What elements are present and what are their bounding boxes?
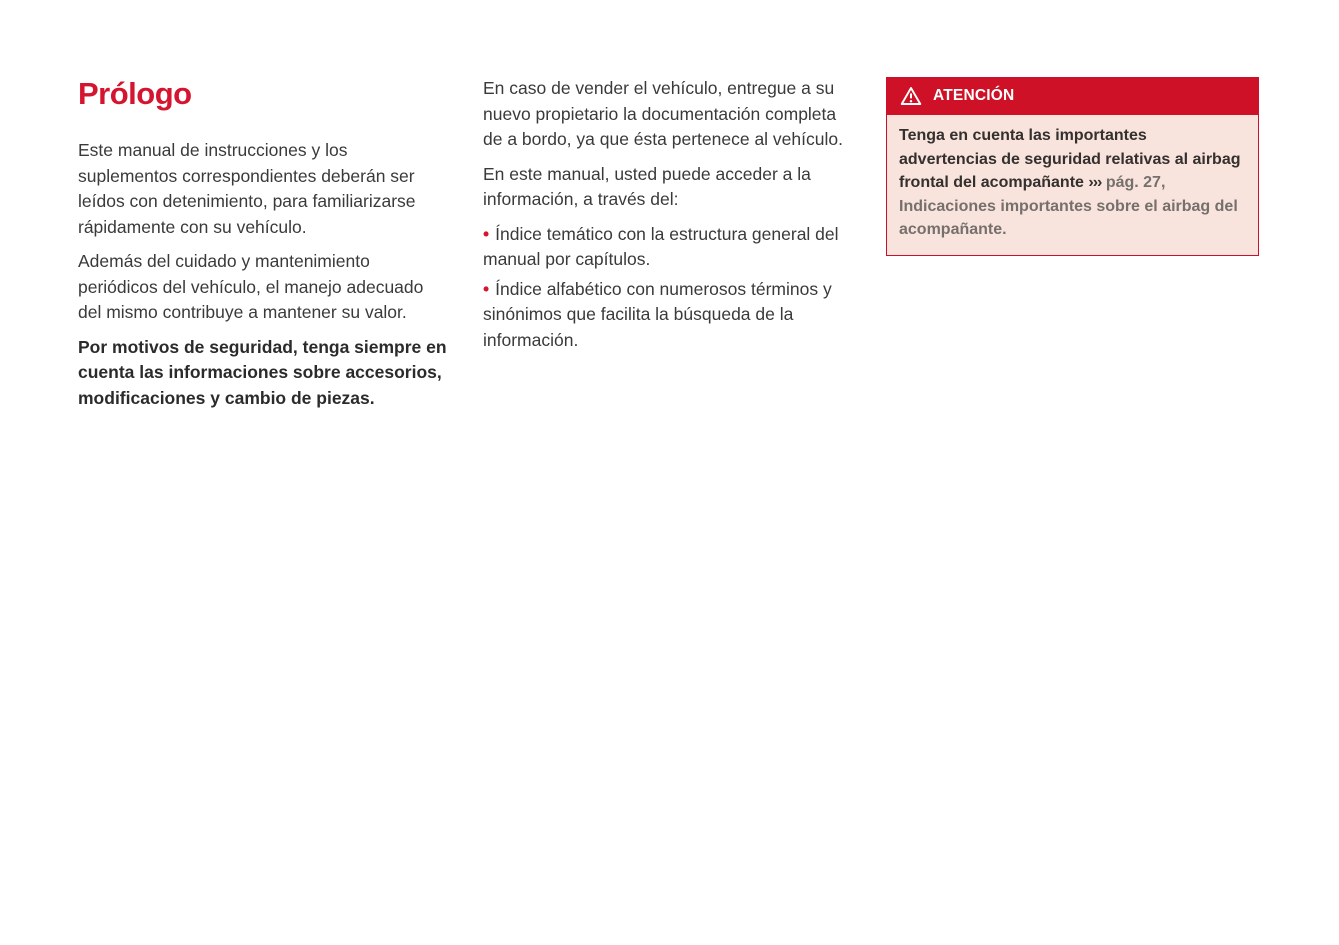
middle-column — [483, 76, 855, 357]
middle-paragraph-2: En este manual, usted puede acceder a la información, a través del: — [483, 163, 811, 209]
list-item — [483, 277, 855, 354]
bullet-text-tematic-index: Índice temático con la estructura general del manual por capítulos. — [483, 223, 839, 269]
bullet-icon: • — [483, 278, 490, 299]
warning-header-label: ATENCIÓN — [933, 87, 1015, 104]
cross-reference-text: pág. 27, Indicaciones importantes sobre el airbag del acompañante. — [899, 174, 1238, 238]
list-item — [483, 222, 855, 273]
page-title: Prólogo — [78, 76, 192, 111]
warning-triangle-icon — [900, 86, 922, 106]
left-column — [78, 76, 450, 420]
warning-box-body — [887, 115, 1258, 255]
left-paragraph-2: Además del cuidado y mantenimiento periódicos del vehículo, el manejo adecuado del mismo contribuye a mantener su valor. — [78, 251, 424, 322]
bullet-icon: • — [483, 223, 490, 244]
warning-box-header — [887, 78, 1258, 115]
warning-box — [886, 77, 1259, 256]
bullet-text-alphabetic-index: Índice alfabético con numerosos términos y sinónimos que facilita la búsqueda de la información. — [483, 278, 832, 350]
left-paragraph-1: Este manual de instrucciones y los suplementos correspondientes deberán ser leídos con detenimiento, para familiarizarse rápidamente con su vehículo. — [78, 140, 416, 237]
warning-body-text: Tenga en cuenta las importantes advertencias de seguridad relativas al airbag frontal del acompañante — [899, 127, 1241, 191]
left-paragraph-safety-bold: Por motivos de seguridad, tenga siempre en cuenta las informaciones sobre accesorios, modificaciones y cambio de piezas. — [78, 336, 447, 408]
middle-paragraph-1: En caso de vender el vehículo, entregue a su nuevo propietario la documentación completa de a bordo, ya que ésta pertenece al vehículo. — [483, 78, 843, 149]
cross-reference-arrows-icon: ››› — [1088, 174, 1102, 191]
